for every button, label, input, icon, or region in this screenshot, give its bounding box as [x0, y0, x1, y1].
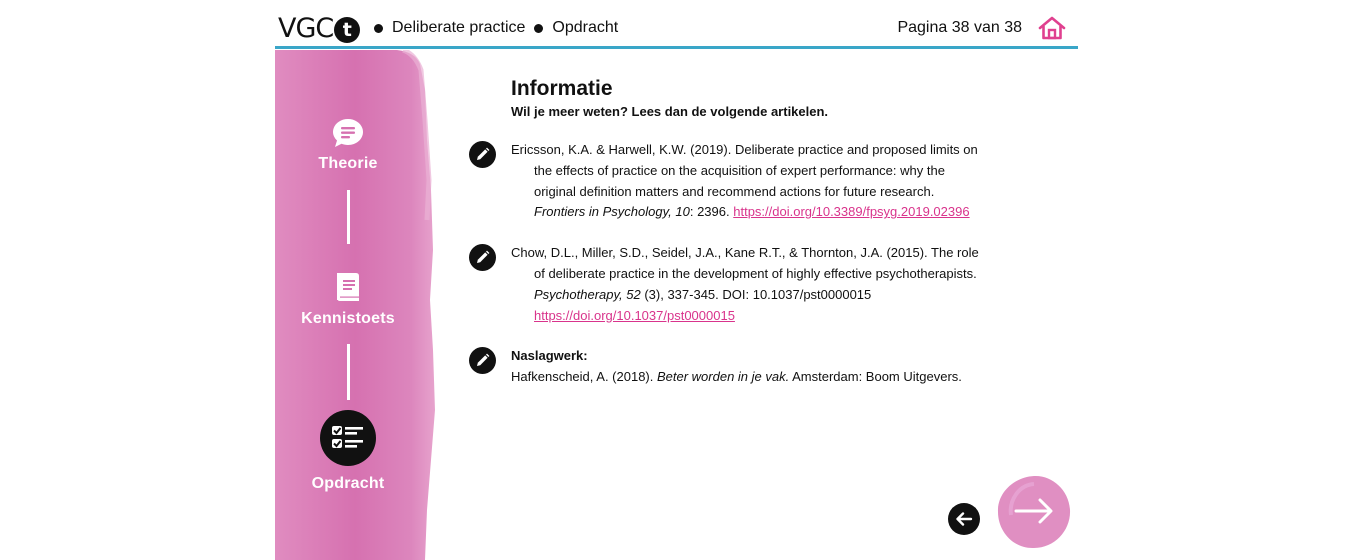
sidebar	[275, 50, 437, 560]
page-title: Informatie	[511, 77, 613, 100]
reference-journal: Frontiers in Psychology, 10	[534, 204, 690, 220]
sidebar-step-opdracht[interactable]	[275, 410, 421, 493]
reference-text	[511, 243, 989, 326]
home-icon[interactable]	[1038, 16, 1066, 40]
header-divider	[275, 46, 1078, 49]
pencil-icon	[469, 244, 496, 271]
reference-item	[469, 140, 989, 223]
vgct-logo[interactable]	[278, 14, 360, 44]
header	[275, 0, 1078, 48]
reference-list	[469, 140, 989, 408]
arrow-left-icon	[955, 512, 973, 526]
reference-heading: Naslagwerk:	[511, 348, 588, 364]
reference-citation: Hafkenscheid, A. (2018).	[511, 369, 654, 385]
sidebar-step-label: Opdracht	[311, 475, 385, 492]
breadcrumb-bullet	[374, 24, 383, 33]
sidebar-step-label: Kennistoets	[301, 310, 395, 327]
reference-journal: Psychotherapy, 52	[534, 286, 641, 302]
page-indicator: Pagina 38 van 38	[897, 19, 1022, 36]
logo-mark: t	[334, 17, 360, 43]
reference-text	[511, 140, 989, 223]
next-page-button[interactable]	[997, 475, 1071, 549]
breadcrumb-module: Deliberate practice	[392, 19, 526, 36]
reference-item	[469, 346, 989, 388]
reference-title: Beter worden in je vak.	[656, 369, 790, 385]
chat-bubble-icon	[332, 118, 364, 148]
active-step-indicator	[320, 410, 376, 466]
reference-item	[469, 243, 989, 326]
step-connector	[347, 344, 350, 400]
pencil-icon	[469, 347, 496, 374]
pencil-icon	[469, 141, 496, 168]
content-header	[511, 76, 1011, 119]
reference-citation: Ericsson, K.A. & Harwell, K.W. (2019). Deliberate practice and proposed limits on the effects of practice on the acquisition of expert performance: why the original definition matters and recommend actions for future research.	[511, 142, 978, 199]
reference-details: (3), 337-345. DOI: 10.1037/pst0000015	[640, 286, 872, 302]
sidebar-step-label: Theorie	[318, 155, 378, 172]
reference-doi-link[interactable]: https://doi.org/10.3389/fpsyg.2019.02396	[733, 204, 970, 220]
reference-doi-link[interactable]: https://doi.org/10.1037/pst0000015	[534, 307, 735, 323]
book-icon	[335, 272, 361, 302]
reference-details: : 2396.	[689, 204, 730, 220]
previous-page-button[interactable]	[948, 503, 980, 535]
breadcrumb	[371, 19, 618, 37]
app	[275, 0, 1078, 560]
sidebar-step-theorie[interactable]	[275, 118, 421, 173]
reference-details: Amsterdam: Boom Uitgevers.	[789, 369, 962, 385]
checklist-icon	[331, 423, 365, 453]
breadcrumb-section: Opdracht	[552, 19, 619, 36]
page-subtitle: Wil je meer weten? Lees dan de volgende artikelen.	[511, 104, 829, 119]
step-connector	[347, 190, 350, 244]
logo-text: VGC	[278, 13, 334, 44]
reference-text	[511, 346, 989, 388]
reference-citation: Chow, D.L., Miller, S.D., Seidel, J.A., Kane R.T., & Thornton, J.A. (2015). The role of deliberate practice in the development of highly effective psychotherapists.	[511, 245, 979, 281]
sidebar-step-kennistoets[interactable]	[275, 272, 421, 328]
arrow-right-icon	[997, 475, 1071, 549]
breadcrumb-bullet	[534, 24, 543, 33]
